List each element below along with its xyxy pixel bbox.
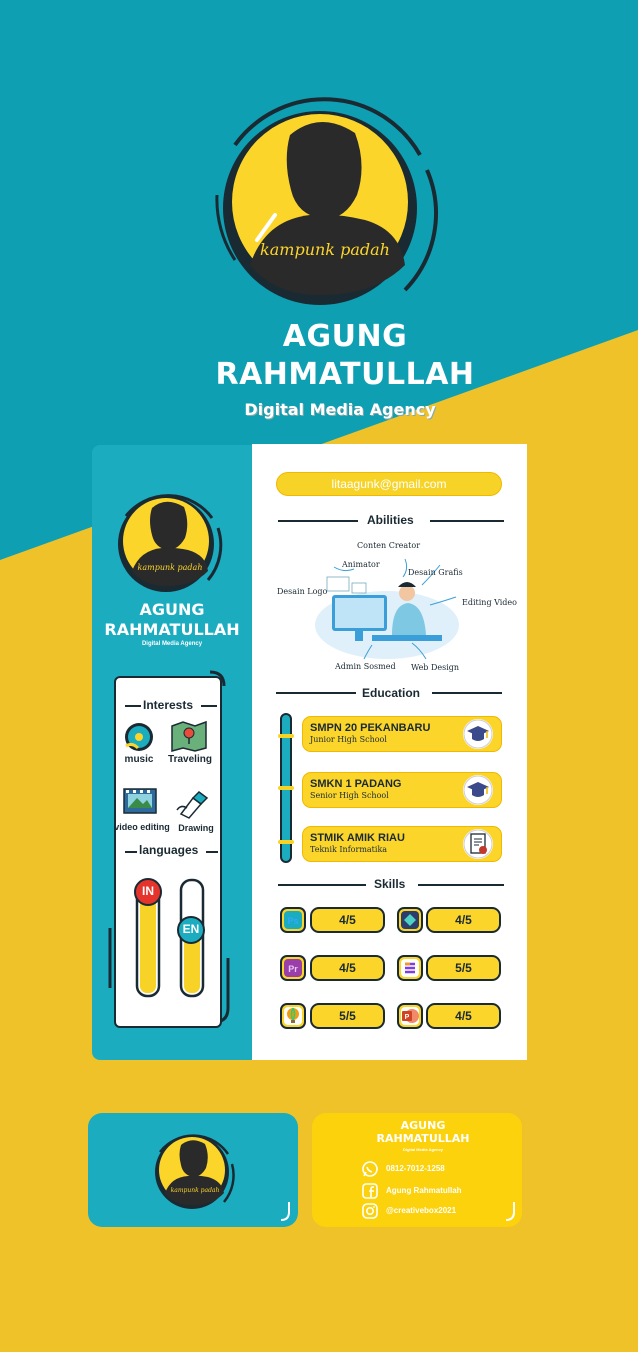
skill-filmora-score: 4/5 <box>426 907 501 933</box>
business-card-phone[interactable]: 0812-7012-1258 <box>386 1164 445 1173</box>
facebook-icon <box>361 1182 379 1200</box>
interests-rule-right <box>201 705 217 707</box>
svg-text:Ps: Ps <box>287 916 299 926</box>
interests-title: Interests <box>143 698 194 712</box>
ability-desain-grafis: Desain Grafis <box>408 568 463 577</box>
whatsapp-icon <box>361 1160 379 1178</box>
ability-animator: Animator <box>342 560 380 569</box>
hero-name-line1: AGUNG <box>282 319 408 354</box>
interest-music-label: music <box>124 754 154 765</box>
graduation-cap-icon <box>463 775 493 805</box>
hero-name-line2: RAHMATULLAH <box>215 357 475 392</box>
skill-powerpoint-score: 4/5 <box>426 1003 501 1029</box>
business-card-name <box>312 1119 534 1145</box>
email-pill[interactable]: litaagunk@gmail.com <box>276 472 502 496</box>
svg-text:Pr: Pr <box>288 964 298 974</box>
left-panel-name <box>92 600 252 640</box>
skills-rule-left <box>278 884 366 886</box>
skill-photoshop-score: 4/5 <box>310 907 385 933</box>
filmora-icon <box>399 909 421 931</box>
education-level: Teknik Informatika <box>310 845 388 854</box>
left-name-line1: AGUNG <box>139 600 205 619</box>
abilities-rule-left <box>278 520 358 522</box>
skill-balloon-score: 5/5 <box>310 1003 385 1029</box>
education-title: Education <box>362 686 421 700</box>
education-level: Senior High School <box>310 791 389 800</box>
ability-content-creator: Conten Creator <box>357 541 421 550</box>
skills-rule-right <box>418 884 504 886</box>
skill-premiere-box <box>280 955 306 981</box>
skill-kinemaster-box <box>397 955 423 981</box>
education-level: Junior High School <box>310 735 387 744</box>
hero-logo <box>205 95 445 315</box>
ability-web-design: Web Design <box>411 663 460 672</box>
left-logo-text: kampunk padah <box>137 563 203 572</box>
skill-powerpoint-box <box>397 1003 423 1029</box>
map-pin-icon <box>170 720 208 752</box>
left-panel-logo <box>112 488 224 596</box>
education-timeline <box>276 712 296 864</box>
business-card-name-line1: AGUNG <box>400 1119 446 1132</box>
education-school: SMPN 20 PEKANBARU <box>310 722 431 734</box>
balloon-icon <box>282 1005 304 1027</box>
hero-name <box>150 318 540 394</box>
interests-rule-left <box>125 705 141 707</box>
business-card-logo-text: kampunk padah <box>170 1187 220 1194</box>
business-card-instagram[interactable]: @creativebox2021 <box>386 1206 457 1215</box>
languages-rule-right <box>206 851 218 853</box>
photoshop-icon <box>282 909 304 931</box>
interest-video-editing-label: video editing <box>114 822 170 832</box>
abilities-title: Abilities <box>367 513 414 527</box>
certificate-icon <box>463 829 493 859</box>
education-item-2 <box>302 772 502 808</box>
interest-drawing-label: Drawing <box>178 823 214 833</box>
abilities-rule-right <box>430 520 504 522</box>
skill-filmora-box <box>397 907 423 933</box>
ability-editing-video: Editing Video <box>462 598 517 607</box>
card-back-corner-decoration <box>500 1200 520 1224</box>
business-card-name-line2: RAHMATULLAH <box>376 1132 470 1145</box>
education-item-3 <box>302 826 502 862</box>
left-name-line2: RAHMATULLAH <box>104 620 240 639</box>
hero-subtitle: Digital Media Agency <box>244 400 436 419</box>
hero-logo-text: kampunk padah <box>260 240 390 259</box>
lang-en-label: EN <box>182 922 200 936</box>
powerpoint-icon <box>399 1005 421 1027</box>
business-card-facebook[interactable]: Agung Rahmatullah <box>386 1186 462 1195</box>
business-card-subtitle: Digital Media Agency <box>402 1147 444 1152</box>
ability-desain-logo: Desain Logo <box>277 587 328 596</box>
languages-rule-left <box>125 851 137 853</box>
education-school: SMKN 1 PADANG <box>310 778 402 790</box>
business-card-logo <box>150 1130 236 1212</box>
card-front-corner-decoration <box>275 1200 295 1224</box>
left-panel-subtitle: Digital Media Agency <box>141 641 203 647</box>
interest-traveling-label: Traveling <box>168 754 212 765</box>
graduation-cap-icon <box>463 719 493 749</box>
skills-title: Skills <box>374 877 406 891</box>
skill-balloon-box <box>280 1003 306 1029</box>
skill-photoshop-box <box>280 907 306 933</box>
education-rule-right <box>432 692 502 694</box>
skill-kinemaster-score: 5/5 <box>426 955 501 981</box>
lang-in-label: IN <box>142 884 154 898</box>
instagram-icon <box>361 1202 379 1220</box>
film-strip-icon <box>123 788 157 814</box>
skill-premiere-score: 4/5 <box>310 955 385 981</box>
kinemaster-icon <box>399 957 421 979</box>
education-item-1 <box>302 716 502 752</box>
education-rule-left <box>276 692 356 694</box>
music-disc-icon <box>122 720 156 754</box>
ability-admin-sosmed: Admin Sosmed <box>335 662 396 671</box>
svg-text:P: P <box>404 1014 410 1021</box>
languages-title: languages <box>139 843 199 857</box>
premiere-icon <box>282 957 304 979</box>
education-school: STMIK AMIK RIAU <box>310 832 405 844</box>
pen-nib-icon <box>175 790 209 820</box>
